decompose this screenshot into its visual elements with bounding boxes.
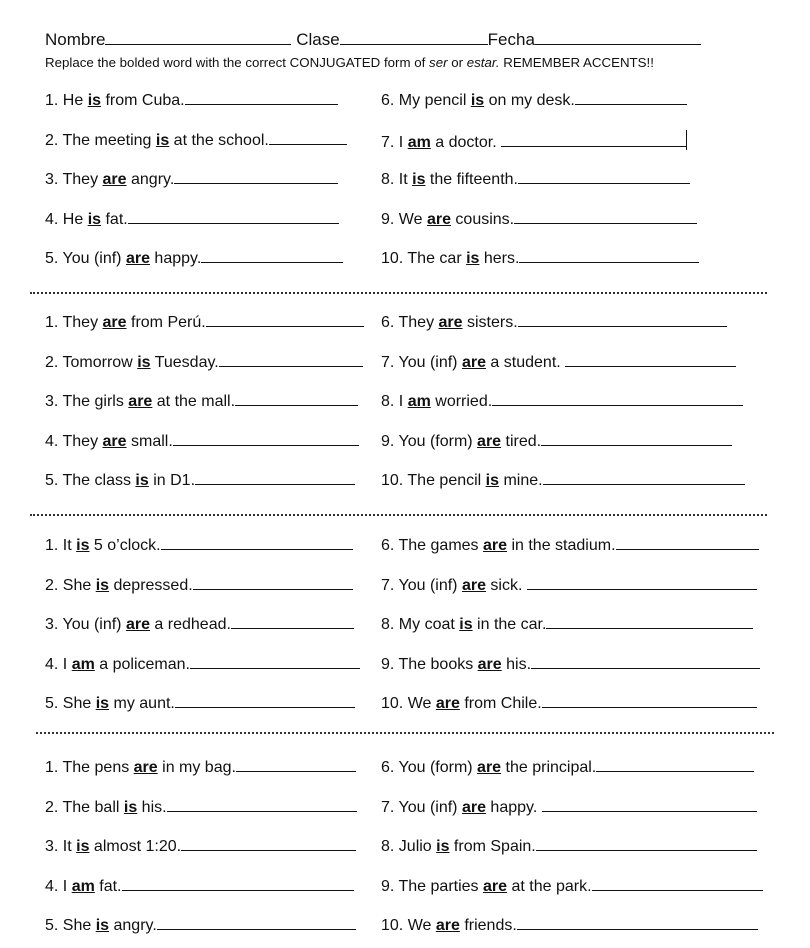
question-text: 10. The car [381, 250, 467, 267]
bolded-verb: am [71, 877, 95, 895]
bolded-verb: are [461, 353, 486, 371]
question-5-set-4 [45, 915, 356, 935]
question-4-set-3 [45, 654, 360, 674]
question-text: 2. Tomorrow [45, 353, 138, 371]
question-text: 4. I [45, 655, 72, 673]
question-text: in the stadium. [507, 537, 616, 554]
question-text: 2. The ball [45, 798, 124, 816]
question-text: fat. [94, 877, 122, 895]
question-6-set-4 [381, 757, 754, 777]
bolded-verb: are [482, 877, 508, 895]
answer-blank[interactable] [174, 169, 338, 184]
question-text: worried. [430, 393, 493, 410]
question-10-set-2 [381, 470, 745, 490]
question-text: 10. We [381, 917, 436, 934]
question-text: happy. [149, 250, 202, 267]
bolded-verb: are [128, 393, 153, 410]
answer-blank[interactable] [193, 575, 353, 590]
question-10-set-1 [381, 248, 699, 268]
answer-blank[interactable] [546, 614, 753, 629]
answer-blank[interactable] [531, 654, 760, 669]
question-10-set-4 [381, 915, 758, 935]
question-text: 6. You (form) [381, 759, 478, 776]
question-text: Tuesday. [150, 353, 219, 371]
question-text: 4. They [45, 432, 103, 450]
question-8-set-4 [381, 836, 757, 856]
question-text: 1. It [45, 537, 77, 554]
question-3-set-3 [45, 614, 354, 634]
question-2-set-3 [45, 575, 353, 595]
question-text: 7. You (inf) [381, 798, 462, 816]
question-text: 10. The pencil [381, 472, 486, 489]
bolded-verb: are [102, 171, 127, 188]
question-text: 4. He [45, 210, 88, 228]
bolded-verb: are [438, 314, 463, 331]
question-6-set-2 [381, 312, 727, 332]
section-divider [36, 732, 774, 734]
answer-blank[interactable] [542, 797, 757, 812]
bolded-verb: is [95, 695, 110, 712]
answer-blank[interactable] [575, 90, 687, 105]
answer-blank[interactable] [517, 915, 758, 930]
answer-blank[interactable] [501, 132, 686, 147]
question-2-set-4 [45, 797, 357, 817]
clase-field[interactable] [340, 28, 488, 45]
question-text: 5. She [45, 695, 96, 712]
question-text: small. [126, 432, 173, 450]
bolded-verb: are [125, 616, 150, 633]
question-text: from Perú. [126, 314, 206, 331]
header-fields [45, 28, 701, 50]
nombre-field[interactable] [105, 28, 291, 45]
answer-blank[interactable] [269, 130, 347, 145]
fecha-field[interactable] [535, 28, 701, 45]
question-1-set-1 [45, 90, 338, 110]
question-text: cousins. [450, 210, 515, 228]
question-text: from Chile. [459, 695, 542, 712]
bolded-verb: is [123, 798, 138, 816]
question-7-set-4 [381, 797, 757, 817]
text-cursor [686, 130, 687, 150]
bolded-verb: is [412, 171, 426, 188]
question-text: at the mall. [152, 393, 236, 410]
question-6-set-3 [381, 535, 759, 555]
bolded-verb: is [137, 353, 151, 371]
question-1-set-3 [45, 535, 353, 555]
question-text: 5. You (inf) [45, 250, 126, 267]
bolded-verb: am [407, 133, 431, 151]
bolded-verb: is [466, 250, 480, 267]
question-1-set-2 [45, 312, 364, 332]
question-text: a student. [485, 353, 566, 371]
question-text: mine. [499, 472, 543, 489]
question-text: sick. [485, 576, 527, 594]
bolded-verb: is [95, 917, 110, 934]
bolded-verb: is [135, 472, 149, 489]
answer-blank[interactable] [181, 836, 356, 851]
section-divider [30, 514, 767, 516]
ser-word: ser [429, 55, 448, 70]
bolded-verb: are [426, 210, 451, 228]
answer-blank[interactable] [543, 470, 745, 485]
question-text: 2. She [45, 576, 96, 594]
answer-blank[interactable] [592, 876, 763, 891]
question-7-set-3 [381, 575, 757, 595]
question-7-set-1 [381, 130, 687, 152]
answer-blank[interactable] [231, 614, 354, 629]
question-text: my aunt. [109, 695, 175, 712]
answer-blank[interactable] [536, 836, 757, 851]
answer-blank[interactable] [161, 535, 353, 550]
question-text: 8. I [381, 393, 408, 410]
answer-blank[interactable] [616, 535, 759, 550]
answer-blank[interactable] [219, 352, 363, 367]
bolded-verb: are [133, 759, 158, 776]
question-text: at the park. [507, 877, 592, 895]
question-text: 9. We [381, 210, 427, 228]
bolded-verb: is [436, 838, 450, 855]
bolded-verb: is [470, 92, 485, 109]
answer-blank[interactable] [185, 90, 338, 105]
answer-blank[interactable] [236, 757, 356, 772]
bolded-verb: are [102, 432, 127, 450]
question-9-set-3 [381, 654, 760, 674]
question-text: fat. [101, 210, 128, 228]
question-text: 8. It [381, 171, 413, 188]
answer-blank[interactable] [173, 431, 359, 446]
answer-blank[interactable] [565, 352, 736, 367]
question-text: 6. The games [381, 537, 483, 554]
question-3-set-4 [45, 836, 356, 856]
answer-blank[interactable] [201, 248, 343, 263]
question-10-set-3 [381, 693, 757, 713]
question-text: on my desk. [484, 92, 575, 109]
question-text: the fifteenth. [425, 171, 518, 188]
question-text: 9. You (form) [381, 432, 478, 450]
question-text: 5. She [45, 917, 96, 934]
question-text: depressed. [109, 576, 193, 594]
question-text: 3. It [45, 838, 77, 855]
bolded-verb: am [71, 655, 95, 673]
question-text: sisters. [462, 314, 518, 331]
bolded-verb: are [125, 250, 150, 267]
question-6-set-1 [381, 90, 687, 110]
answer-blank[interactable] [167, 797, 357, 812]
question-text: a policeman. [94, 655, 190, 673]
question-text: 7. You (inf) [381, 353, 462, 371]
question-text: tired. [501, 432, 542, 450]
question-text: 3. You (inf) [45, 616, 126, 633]
question-text: 3. They [45, 171, 103, 188]
question-text: in my bag. [157, 759, 236, 776]
bolded-verb: is [485, 472, 500, 489]
question-text: 4. I [45, 877, 72, 895]
bolded-verb: are [477, 759, 502, 776]
question-text: in D1. [148, 472, 196, 489]
answer-blank[interactable] [514, 209, 697, 224]
answer-blank[interactable] [175, 693, 355, 708]
question-text: 5. The class [45, 472, 136, 489]
clase-label: Clase [296, 30, 340, 49]
question-text: 5 o’clock. [89, 537, 161, 554]
question-5-set-3 [45, 693, 355, 713]
bolded-verb: is [155, 131, 170, 149]
bolded-verb: are [477, 432, 502, 450]
bolded-verb: is [95, 576, 110, 594]
section-divider [30, 292, 767, 294]
bolded-verb: is [76, 537, 90, 554]
answer-blank[interactable] [596, 757, 754, 772]
question-5-set-1 [45, 248, 343, 268]
question-text: 8. My coat [381, 616, 460, 633]
question-3-set-1 [45, 169, 338, 189]
answer-blank[interactable] [190, 654, 360, 669]
question-text: 9. The books [381, 655, 478, 673]
answer-blank[interactable] [518, 312, 727, 327]
question-9-set-2 [381, 431, 732, 451]
question-4-set-1 [45, 209, 339, 229]
question-8-set-1 [381, 169, 690, 189]
question-text: happy. [485, 798, 542, 816]
bolded-verb: are [461, 798, 486, 816]
answer-blank[interactable] [195, 470, 355, 485]
question-text: in the car. [472, 616, 547, 633]
question-text: a redhead. [149, 616, 231, 633]
answer-blank[interactable] [541, 431, 732, 446]
question-8-set-3 [381, 614, 753, 634]
question-text: 7. I [381, 133, 408, 151]
question-text: the principal. [501, 759, 597, 776]
question-text: at the school. [169, 131, 269, 149]
remember-accents: REMEMBER ACCENTS!! [499, 55, 654, 70]
question-text: 6. My pencil [381, 92, 471, 109]
question-2-set-2 [45, 352, 363, 372]
question-7-set-2 [381, 352, 736, 372]
question-3-set-2 [45, 391, 358, 411]
answer-blank[interactable] [519, 248, 699, 263]
bolded-verb: is [87, 210, 102, 228]
bolded-verb: is [87, 92, 102, 109]
estar-word: estar. [466, 55, 500, 70]
question-9-set-1 [381, 209, 697, 229]
question-1-set-4 [45, 757, 356, 777]
question-text: 10. We [381, 695, 436, 712]
nombre-label: Nombre [45, 30, 106, 49]
bolded-verb: are [461, 576, 486, 594]
question-text: friends. [459, 917, 517, 934]
question-4-set-2 [45, 431, 359, 451]
question-8-set-2 [381, 391, 743, 411]
question-text: 1. They [45, 314, 103, 331]
question-2-set-1 [45, 130, 347, 150]
question-text: his. [137, 798, 167, 816]
question-5-set-2 [45, 470, 355, 490]
question-text: 9. The parties [381, 877, 483, 895]
answer-blank[interactable] [492, 391, 743, 406]
answer-blank[interactable] [206, 312, 364, 327]
answer-blank[interactable] [235, 391, 358, 406]
question-text: 1. The pens [45, 759, 134, 776]
answer-blank[interactable] [128, 209, 339, 224]
question-9-set-4 [381, 876, 763, 896]
bolded-verb: are [482, 537, 508, 554]
instructions: Replace the bolded word with the correct CONJUGATED form of ser or estar. REMEMBER ACCENTS!! [45, 55, 654, 70]
bolded-verb: are [477, 655, 502, 673]
question-text: from Spain. [449, 838, 536, 855]
bolded-verb: am [407, 393, 431, 410]
question-text: his. [501, 655, 532, 673]
question-text: 2. The meeting [45, 131, 156, 149]
question-4-set-4 [45, 876, 354, 896]
question-text: 1. He [45, 92, 88, 109]
question-text: almost 1:20. [89, 838, 182, 855]
answer-blank[interactable] [157, 915, 356, 930]
question-text: 8. Julio [381, 838, 437, 855]
question-text: 7. You (inf) [381, 576, 462, 594]
answer-blank[interactable] [542, 693, 757, 708]
question-text: 3. The girls [45, 393, 129, 410]
bolded-verb: are [435, 917, 460, 934]
bolded-verb: is [459, 616, 473, 633]
question-text: hers. [479, 250, 520, 267]
bolded-verb: are [102, 314, 127, 331]
bolded-verb: are [435, 695, 460, 712]
question-text: angry. [126, 171, 175, 188]
question-text: angry. [109, 917, 157, 934]
question-text: a doctor. [430, 133, 502, 151]
answer-blank[interactable] [122, 876, 354, 891]
fecha-label: Fecha [487, 30, 535, 49]
bolded-verb: is [76, 838, 90, 855]
question-text: from Cuba. [101, 92, 185, 109]
answer-blank[interactable] [527, 575, 757, 590]
answer-blank[interactable] [518, 169, 690, 184]
question-text: 6. They [381, 314, 439, 331]
